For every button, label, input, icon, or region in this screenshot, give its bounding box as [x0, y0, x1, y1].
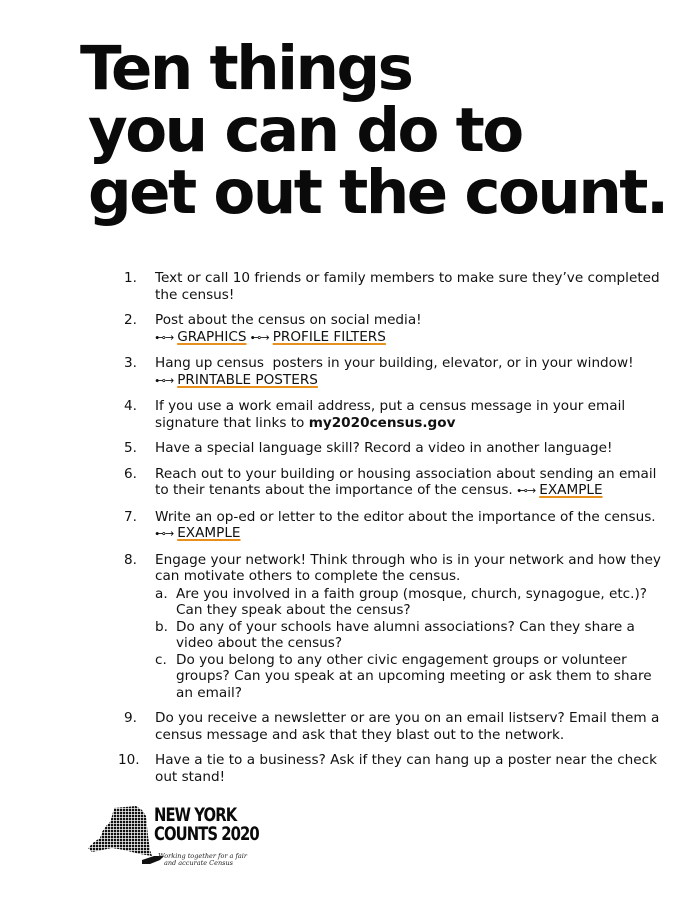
sub-list: [155, 586, 663, 702]
title-line-2: you can do to: [88, 95, 522, 166]
item-text: Do you receive a newsletter or are you on an email listserv? Email them a census message and ask that they blast out to the network.: [155, 710, 660, 743]
arrow-icon: ⊷→: [155, 527, 174, 540]
list-item: [118, 552, 663, 702]
item-number: 7.: [124, 508, 137, 525]
sub-list-item: [155, 652, 663, 702]
sub-item-letter: c.: [155, 651, 167, 668]
item-text: Write an op-ed or letter to the editor about the importance of the census.: [155, 508, 656, 525]
item-number: 2.: [124, 312, 137, 328]
arrow-icon: ⊷→: [517, 484, 536, 497]
logo-tagline-1: Working together for a fair: [158, 852, 247, 860]
arrow-icon: ⊷→: [250, 330, 269, 344]
sub-item-text: Do any of your schools have alumni associations? Can they share a video about the census?: [176, 618, 635, 651]
sub-list-item: [155, 619, 663, 652]
logo-line-1: NEW YORK: [154, 804, 237, 826]
page-title: [80, 33, 667, 228]
example-link[interactable]: EXAMPLE: [539, 482, 603, 498]
sub-item-text: Do you belong to any other civic engagement groups or volunteer groups? Can you speak at an upcoming meeting or ask them to share an email?: [176, 651, 652, 701]
item-text: Reach out to your building or housing association about sending an email to their tenants about the importance of the census.: [155, 465, 657, 498]
item-number: 5.: [124, 440, 137, 456]
list-item: [118, 752, 663, 785]
item-number: 4.: [124, 398, 137, 414]
sub-item-letter: b.: [155, 618, 168, 635]
item-number: 9.: [124, 710, 137, 726]
item-text: Text or call 10 friends or family members to make sure they’ve completed the census!: [155, 270, 660, 303]
list-item: [118, 440, 663, 457]
item-number: 1.: [124, 270, 137, 286]
profile-filters-link[interactable]: PROFILE FILTERS: [272, 328, 386, 345]
item-number: 3.: [124, 355, 137, 371]
item-text: Engage your network! Think through who is in your network and how they can motivate others to complete the census.: [155, 551, 661, 584]
example-link[interactable]: EXAMPLE: [177, 525, 241, 541]
action-list: [118, 270, 663, 794]
arrow-icon: ⊷→: [155, 330, 174, 344]
list-item: [118, 466, 663, 500]
sub-item-text: Are you involved in a faith group (mosque, church, synagogue, etc.)? Can they speak about the census?: [176, 585, 647, 618]
logo-wordmark: [154, 806, 259, 844]
item-text: Have a tie to a business? Ask if they can hang up a poster near the check out stand!: [155, 752, 658, 785]
item-number: 10.: [118, 752, 140, 768]
list-item: [118, 270, 663, 303]
item-text: Post about the census on social media!: [155, 312, 422, 328]
item-text: Hang up census posters in your building, elevator, or in your window!: [155, 355, 634, 371]
item-number: 6.: [124, 465, 137, 482]
list-item: [118, 398, 663, 431]
census-url: my2020census.gov: [308, 414, 456, 431]
list-item: [118, 312, 663, 346]
graphics-link[interactable]: GRAPHICS: [177, 328, 247, 345]
logo-tagline: [158, 853, 247, 867]
printable-posters-link[interactable]: PRINTABLE POSTERS: [177, 371, 318, 388]
list-item: [118, 710, 663, 743]
item-text: If you use a work email address, put a census message in your email signature that links to: [155, 398, 626, 431]
sub-list-item: [155, 586, 663, 619]
title-line-1: Ten things: [80, 33, 412, 104]
title-line-3: get out the count.: [88, 157, 667, 228]
logo-tagline-2: and accurate Census: [164, 859, 234, 867]
arrow-icon: ⊷→: [155, 373, 174, 387]
logo-line-2: COUNTS 2020: [154, 823, 259, 845]
list-item: [118, 509, 663, 543]
sub-item-letter: a.: [155, 585, 168, 602]
list-item: [118, 355, 663, 389]
item-number: 8.: [124, 551, 137, 568]
item-text: Have a special language skill? Record a video in another language!: [155, 440, 613, 456]
